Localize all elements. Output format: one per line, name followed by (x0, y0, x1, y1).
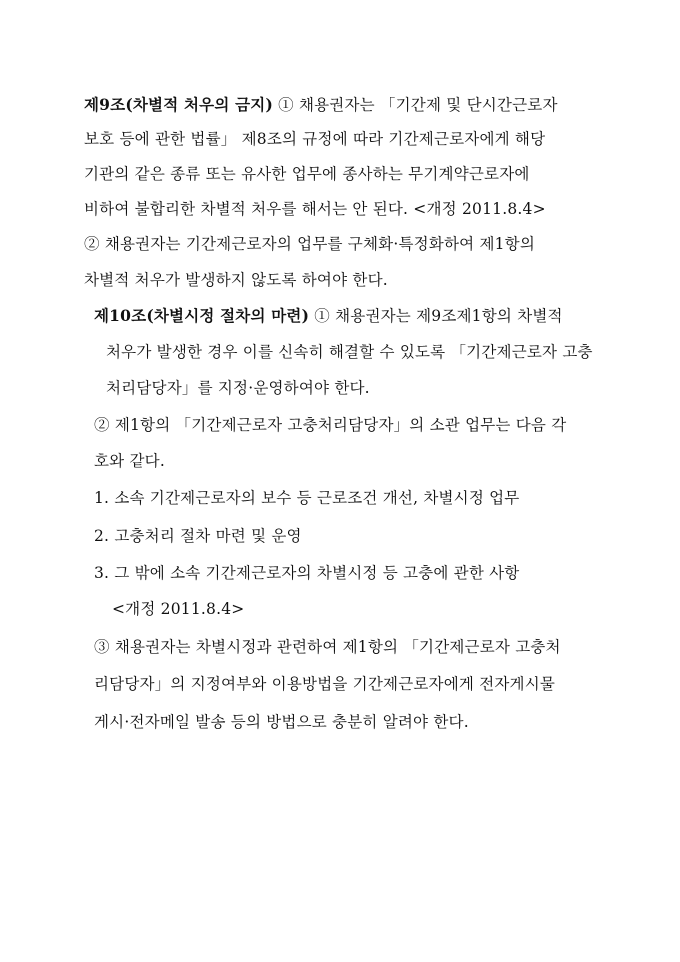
article-9-title: 제9조(차별적 처우의 금지) (84, 95, 273, 114)
article-9-line-2: 보호 등에 관한 법률」 제8조의 규정에 따라 기간제근로자에게 해당 (84, 130, 546, 148)
article-9-paragraph-2-line-2: 차별적 처우가 발생하지 않도록 하여야 한다. (84, 271, 388, 289)
article-10-line-2: 처우가 발생한 경우 이를 신속히 해결할 수 있도록 「기간제근로자 고충 (106, 343, 593, 361)
article-10-title: 제10조(차별시정 절차의 마련) (94, 306, 310, 325)
article-10-text-1: ① 채용권자는 제9조제1항의 차별적 (309, 307, 563, 325)
article-10-paragraph-3-line-1: ③ 채용권자는 차별시정과 관련하여 제1항의 「기간제근로자 고충처 (94, 638, 561, 656)
article-9-line-1 (84, 95, 558, 115)
article-9-line-4: 비하여 불합리한 차별적 처우를 해서는 안 된다. <개정 2011.8.4> (84, 200, 546, 218)
article-10-item-1: 1. 소속 기간제근로자의 보수 등 근로조건 개선, 차별시정 업무 (94, 489, 520, 507)
article-9-text-1: ① 채용권자는 「기간제 및 단시간근로자 (272, 96, 558, 114)
article-10-line-1 (94, 306, 563, 326)
article-10-line-3: 처리담당자」를 지정·운영하여야 한다. (106, 379, 370, 397)
article-10-paragraph-3-line-3: 게시·전자메일 발송 등의 방법으로 충분히 알려야 한다. (94, 713, 469, 731)
article-9-paragraph-2-line-1: ② 채용권자는 기간제근로자의 업무를 구체화·특정화하여 제1항의 (84, 235, 536, 253)
article-10-paragraph-2-line-1: ② 제1항의 「기간제근로자 고충처리담당자」의 소관 업무는 다음 각 (94, 416, 567, 434)
article-10-item-2: 2. 고충처리 절차 마련 및 운영 (94, 527, 302, 545)
article-10-item-3: 3. 그 밖에 소속 기간제근로자의 차별시정 등 고충에 관한 사항 (94, 564, 520, 582)
article-10-paragraph-2-line-2: 호와 같다. (94, 452, 165, 470)
article-10-paragraph-3-line-2: 리담당자」의 지정여부와 이용방법을 기간제근로자에게 전자게시물 (94, 675, 556, 693)
article-10-item-3-amendment: <개정 2011.8.4> (112, 600, 245, 618)
article-9-line-3: 기관의 같은 종류 또는 유사한 업무에 종사하는 무기계약근로자에 (84, 165, 530, 183)
